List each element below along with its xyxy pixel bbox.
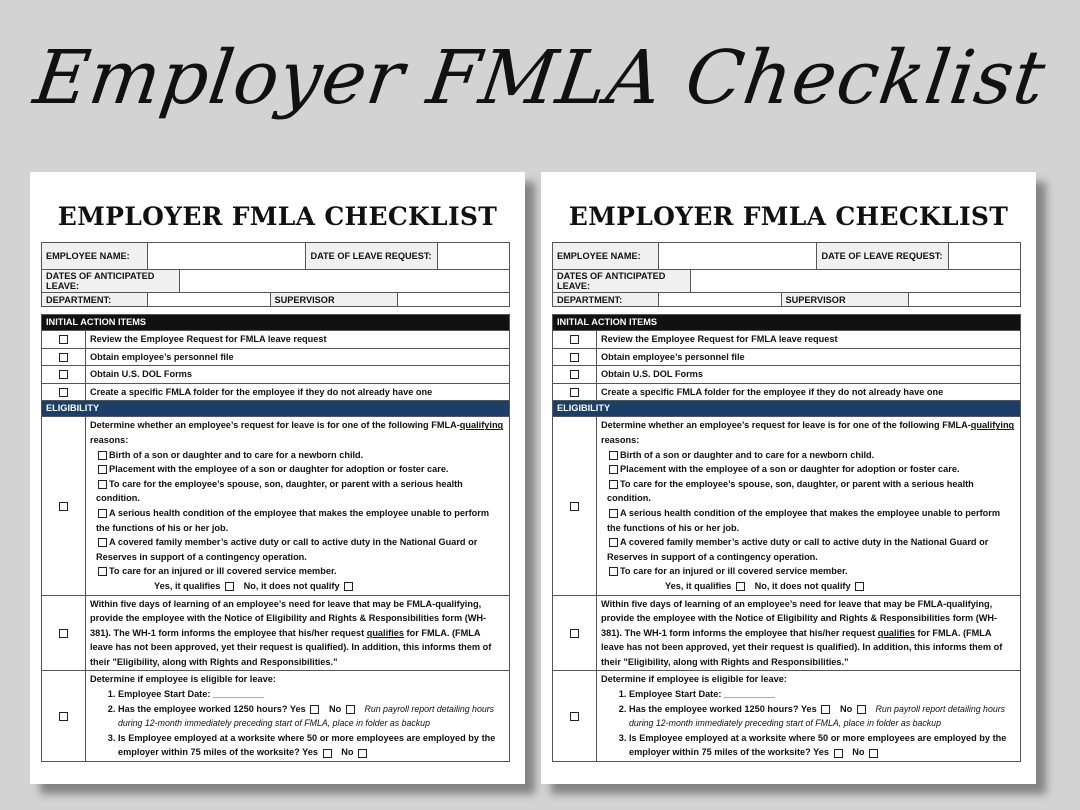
employee-name-label: EMPLOYEE NAME:	[553, 243, 659, 270]
checkbox[interactable]	[59, 353, 68, 362]
reason-text: Placement with the employee of a son or daughter for adoption or foster care.	[109, 464, 449, 475]
checklist-table	[552, 314, 1021, 762]
eligible-intro: Determine if employee is eligible for leave:	[601, 674, 787, 685]
initial-item: Obtain U.S. DOL Forms	[597, 366, 1021, 384]
checkbox[interactable]	[59, 335, 68, 344]
checkbox[interactable]	[59, 388, 68, 397]
no-qualifies-label: No, it does not qualify	[754, 580, 851, 591]
notice-text: Within five days of learning of an employee’s need for leave that may be FMLA-qualifying, provide the employee with the Notice of Eligibility and Rights & Responsibilities form (WH-381). The WH-1 form informs the employee that his/her request	[90, 598, 487, 638]
q1-text: Employee Start Date: __________	[629, 689, 776, 700]
checkbox[interactable]	[736, 582, 745, 591]
checkbox[interactable]	[98, 509, 107, 518]
department-field[interactable]	[147, 293, 270, 307]
eligible-question	[118, 687, 505, 702]
reason-text: A covered family member’s active duty or call to active duty in the National Guard or Reserves in support of a contingency operation.	[607, 537, 989, 562]
q2-no-label: No	[839, 703, 853, 714]
qualifies-row	[90, 579, 505, 594]
determine-intro-end: reasons:	[90, 434, 129, 445]
notice-cell	[597, 595, 1021, 671]
checkbox[interactable]	[609, 480, 618, 489]
checklist-table	[41, 314, 510, 762]
supervisor-label: SUPERVISOR	[270, 293, 398, 307]
reason-text: To care for the employee’s spouse, son, daughter, or parent with a serious health condition.	[96, 478, 463, 504]
eligible-cell	[86, 671, 510, 762]
dates-anticipated-leave-field[interactable]	[690, 270, 1020, 293]
determine-intro: Determine whether an employee’s request for leave is for one of the following FMLA-	[601, 420, 971, 431]
reason-item	[601, 506, 1016, 535]
qualifies-row	[601, 579, 1016, 594]
employee-name-label: EMPLOYEE NAME:	[42, 243, 148, 270]
eligible-question	[629, 731, 1016, 760]
initial-item: Obtain employee’s personnel file	[597, 348, 1021, 366]
checkbox[interactable]	[59, 502, 68, 511]
reason-item	[90, 477, 505, 506]
date-of-leave-request-label: DATE OF LEAVE REQUEST:	[817, 243, 949, 270]
checkbox[interactable]	[609, 538, 618, 547]
determine-intro-underlined: qualifying	[459, 420, 504, 431]
date-of-leave-request-label: DATE OF LEAVE REQUEST:	[306, 243, 438, 270]
eligible-question	[629, 687, 1016, 702]
checklist-page-right	[541, 172, 1036, 784]
notice-text-end: for FMLA. (FMLA leave has not been approved, yet their request is qualified). In addition, this informs them of their "Eligibility, along with Rights and Responsibilities."	[601, 627, 1003, 667]
dates-anticipated-leave-field[interactable]	[179, 270, 509, 293]
determine-intro: Determine whether an employee’s request for leave is for one of the following FMLA-	[90, 420, 460, 431]
checkbox[interactable]	[346, 705, 355, 714]
eligible-cell	[597, 671, 1021, 762]
reason-item	[601, 477, 1016, 506]
q2-text: Has the employee worked 1250 hours? Yes	[118, 703, 306, 714]
reason-item	[601, 462, 1016, 477]
yes-qualifies-label: Yes, it qualifies	[665, 580, 732, 591]
eligibility-heading: ELIGIBILITY	[553, 401, 1021, 417]
checkbox[interactable]	[570, 388, 579, 397]
reason-item	[90, 535, 505, 564]
checkbox[interactable]	[59, 370, 68, 379]
checkbox[interactable]	[857, 705, 866, 714]
page-title: EMPLOYER FMLA CHECKLIST	[57, 202, 498, 231]
checkbox[interactable]	[570, 370, 579, 379]
banner-title: Employer FMLA Checklist	[29, 34, 1051, 121]
reason-item	[601, 535, 1016, 564]
notice-text-end: for FMLA. (FMLA leave has not been approved, yet their request is qualified). In addition, this informs them of their "Eligibility, along with Rights and Responsibilities."	[90, 627, 492, 667]
checkbox[interactable]	[570, 502, 579, 511]
checkbox[interactable]	[323, 749, 332, 758]
checkbox[interactable]	[59, 712, 68, 721]
q2-note: Run payroll report detailing hours during 12-month immediately preceding start of FMLA, place in folder as backup	[629, 703, 1006, 729]
checkbox[interactable]	[98, 538, 107, 547]
notice-text: Within five days of learning of an employee’s need for leave that may be FMLA-qualifying, provide the employee with the Notice of Eligibility and Rights & Responsibilities form (WH-381). The WH-1 form informs the employee that his/her request	[601, 598, 998, 638]
checklist-page-left	[30, 172, 525, 784]
eligible-question	[118, 702, 505, 731]
employee-info-table	[41, 242, 510, 307]
dates-anticipated-leave-label: DATES OF ANTICIPATED LEAVE:	[42, 270, 180, 293]
reason-item	[601, 564, 1016, 579]
checkbox[interactable]	[98, 480, 107, 489]
qualifying-reasons-cell	[86, 417, 510, 595]
qualifying-reasons-cell	[597, 417, 1021, 595]
reason-text: To care for an injured or ill covered service member.	[620, 566, 848, 577]
reason-text: A serious health condition of the employee that makes the employee unable to perform the functions of his or her job.	[96, 507, 489, 533]
reason-text: A serious health condition of the employee that makes the employee unable to perform the functions of his or her job.	[607, 507, 1000, 533]
eligible-question	[118, 731, 505, 760]
initial-item: Create a specific FMLA folder for the employee if they do not already have one	[597, 383, 1021, 401]
reason-text: Placement with the employee of a son or daughter for adoption or foster care.	[620, 464, 960, 475]
reason-text: To care for the employee’s spouse, son, daughter, or parent with a serious health condition.	[607, 478, 974, 504]
q2-text: Has the employee worked 1250 hours? Yes	[629, 703, 817, 714]
reason-item	[90, 564, 505, 579]
page-title: EMPLOYER FMLA CHECKLIST	[568, 202, 1009, 231]
notice-underlined: qualifies	[366, 627, 404, 638]
department-field[interactable]	[658, 293, 781, 307]
eligible-question	[629, 702, 1016, 731]
notice-underlined: qualifies	[877, 627, 915, 638]
checkbox[interactable]	[344, 582, 353, 591]
checkbox[interactable]	[834, 749, 843, 758]
supervisor-field[interactable]	[398, 293, 510, 307]
q2-no-label: No	[328, 703, 342, 714]
yes-qualifies-label: Yes, it qualifies	[154, 580, 221, 591]
q3-no-label: No	[341, 747, 354, 758]
initial-item: Obtain employee’s personnel file	[86, 348, 510, 366]
reason-item	[601, 448, 1016, 463]
q3-no-label: No	[852, 747, 865, 758]
eligible-intro: Determine if employee is eligible for leave:	[90, 674, 276, 685]
initial-item: Review the Employee Request for FMLA leave request	[597, 331, 1021, 349]
banner	[0, 0, 1080, 180]
checkbox[interactable]	[855, 582, 864, 591]
reason-item	[90, 448, 505, 463]
checkbox[interactable]	[609, 567, 618, 576]
checkbox[interactable]	[98, 567, 107, 576]
employee-name-field[interactable]	[658, 243, 817, 270]
date-of-leave-request-field[interactable]	[949, 243, 1021, 270]
checkbox[interactable]	[98, 451, 107, 460]
checkbox[interactable]	[609, 509, 618, 518]
reason-text: Birth of a son or daughter and to care for a newborn child.	[620, 449, 875, 460]
checkbox[interactable]	[570, 712, 579, 721]
q1-text: Employee Start Date: __________	[118, 689, 265, 700]
initial-action-heading: INITIAL ACTION ITEMS	[553, 315, 1021, 331]
q3-text: Is Employee employed at a worksite where 50 or more employees are employed by the employer within 75 miles of the worksite? Yes	[629, 732, 1007, 758]
checkbox[interactable]	[358, 749, 367, 758]
determine-intro-end: reasons:	[601, 434, 640, 445]
initial-item: Obtain U.S. DOL Forms	[86, 366, 510, 384]
q2-note: Run payroll report detailing hours during 12-month immediately preceding start of FMLA, place in folder as backup	[118, 703, 495, 729]
notice-cell	[86, 595, 510, 671]
checkbox[interactable]	[570, 629, 579, 638]
checkbox[interactable]	[310, 705, 319, 714]
reason-text: Birth of a son or daughter and to care for a newborn child.	[109, 449, 364, 460]
checkbox[interactable]	[59, 629, 68, 638]
supervisor-field[interactable]	[909, 293, 1021, 307]
q3-text: Is Employee employed at a worksite where 50 or more employees are employed by the employer within 75 miles of the worksite? Yes	[118, 732, 496, 758]
initial-item: Review the Employee Request for FMLA leave request	[86, 331, 510, 349]
department-label: DEPARTMENT:	[553, 293, 659, 307]
department-label: DEPARTMENT:	[42, 293, 148, 307]
initial-item: Create a specific FMLA folder for the employee if they do not already have one	[86, 383, 510, 401]
checkbox[interactable]	[821, 705, 830, 714]
employee-name-field[interactable]	[147, 243, 306, 270]
supervisor-label: SUPERVISOR	[781, 293, 909, 307]
reason-text: A covered family member’s active duty or call to active duty in the National Guard or Reserves in support of a contingency operation.	[96, 537, 478, 562]
reason-text: To care for an injured or ill covered service member.	[109, 566, 337, 577]
checkbox[interactable]	[98, 465, 107, 474]
initial-action-heading: INITIAL ACTION ITEMS	[42, 315, 510, 331]
eligibility-heading: ELIGIBILITY	[42, 401, 510, 417]
checkbox[interactable]	[225, 582, 234, 591]
reason-item	[90, 506, 505, 535]
checkbox[interactable]	[570, 335, 579, 344]
date-of-leave-request-field[interactable]	[438, 243, 510, 270]
employee-info-table	[552, 242, 1021, 307]
checkbox[interactable]	[570, 353, 579, 362]
checkbox[interactable]	[869, 749, 878, 758]
checkbox[interactable]	[609, 465, 618, 474]
no-qualifies-label: No, it does not qualify	[243, 580, 340, 591]
dates-anticipated-leave-label: DATES OF ANTICIPATED LEAVE:	[553, 270, 691, 293]
determine-intro-underlined: qualifying	[970, 420, 1015, 431]
checkbox[interactable]	[609, 451, 618, 460]
reason-item	[90, 462, 505, 477]
